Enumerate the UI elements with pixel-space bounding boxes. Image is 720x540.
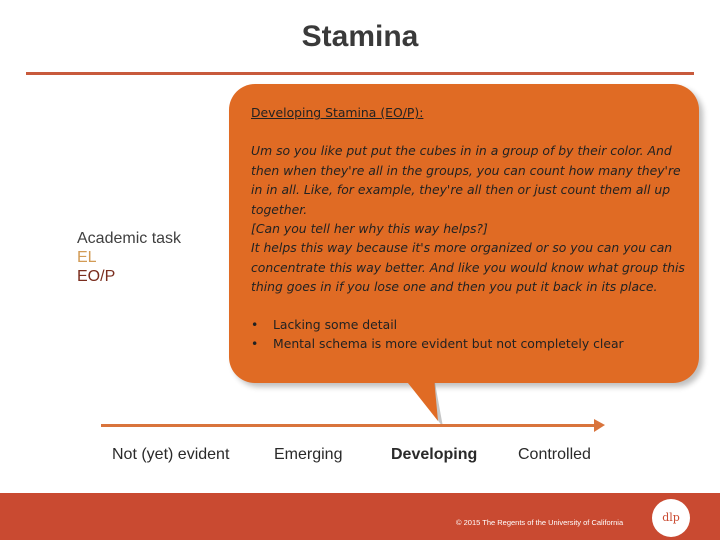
scale-label-controlled: Controlled xyxy=(518,446,591,463)
scale-label-developing: Developing xyxy=(391,446,478,463)
student-answer: It helps this way because it's more organized or so you can you can concentrate this way better. And like you would know what group this thing goes in if you lose one and then you put it back in its place. xyxy=(251,240,685,295)
bullet-item: • Mental schema is more evident but not completely clear xyxy=(251,334,691,353)
callout-quote xyxy=(251,141,691,296)
teacher-question: [Can you tell her why this way helps?] xyxy=(251,221,488,237)
scale-label-not-yet-evident: Not (yet) evident xyxy=(112,446,230,463)
dlp-logo xyxy=(652,499,690,537)
bullet-item: • Lacking some detail xyxy=(251,315,691,334)
page-title: Stamina xyxy=(301,20,419,53)
copyright-text: © 2015 The Regents of the University of California xyxy=(456,518,624,527)
progression-scale-line xyxy=(101,424,595,427)
callout-bullets xyxy=(251,315,691,354)
callout-heading: Developing Stamina (EO/P): xyxy=(251,105,424,120)
progression-arrow-icon xyxy=(594,419,605,432)
academic-task-label: Academic task xyxy=(77,230,182,247)
el-label: EL xyxy=(77,249,97,266)
callout-content xyxy=(251,103,691,366)
scale-label-emerging: Emerging xyxy=(274,446,343,463)
logo-text: dlp xyxy=(662,511,680,524)
eop-label: EO/P xyxy=(77,268,116,285)
student-quote: Um so you like put put the cubes in in a group of by their color. And then when they're all in the groups, you can count how many they're in in all. Like, for example, they're all then or just count them all up together. xyxy=(251,143,681,217)
academic-task-block xyxy=(77,229,181,286)
footer-bar xyxy=(0,493,720,540)
